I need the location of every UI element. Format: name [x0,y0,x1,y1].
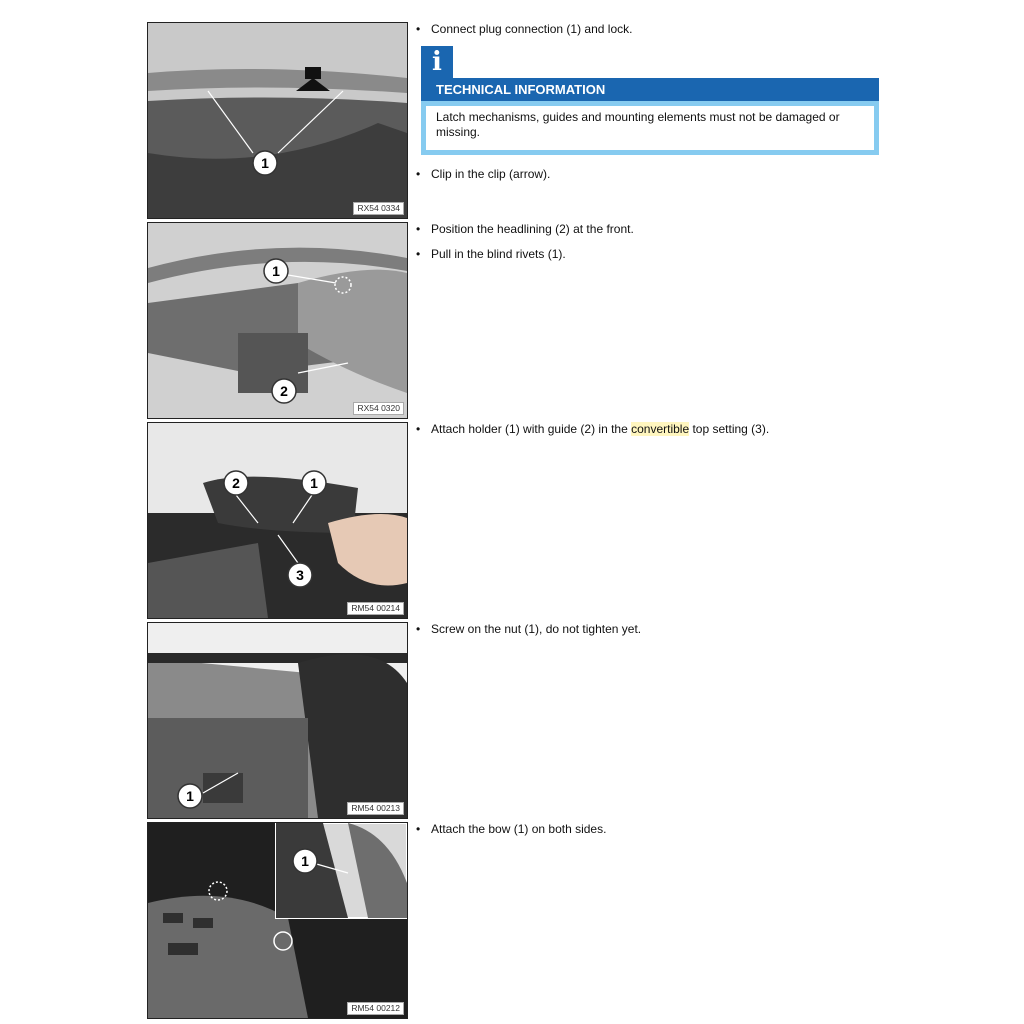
info-icon: i [421,46,453,78]
figure-3 [147,422,408,619]
bullet: • [416,822,421,836]
step-3 [416,221,634,237]
technical-information-box [420,46,879,155]
figure-1-ref: RX54 0334 [353,202,404,215]
figure-1 [147,22,408,219]
bullet: • [416,422,421,436]
figure-3-callout-2: 2 [232,475,240,491]
figure-2 [147,222,408,419]
step-1 [416,21,632,37]
step-6-text: Screw on the nut (1), do not tighten yet. [431,622,642,636]
step-3-text: Position the headlining (2) at the front. [431,222,634,236]
bullet: • [416,22,421,36]
figure-2-callout-1: 1 [272,263,280,279]
step-6 [416,621,641,637]
step-4-text: Pull in the blind rivets (1). [431,247,566,261]
figure-4-photo [148,623,407,818]
figure-4-callout-1: 1 [186,788,194,804]
step-2 [416,166,550,182]
step-1-text: Connect plug connection (1) and lock. [431,22,633,36]
figure-2-ref: RX54 0320 [353,402,404,415]
figure-5 [147,822,408,1019]
figure-3-photo [148,423,407,618]
figure-2-photo [148,223,407,418]
figure-1-photo [148,23,407,218]
technical-information-text: Latch mechanisms, guides and mounting elements must not be damaged or missing. [421,101,879,155]
figure-3-callout-1: 1 [310,475,318,491]
step-4 [416,246,566,262]
figure-3-ref: RM54 00214 [347,602,404,615]
bullet: • [416,222,421,236]
bullet: • [416,167,421,181]
figure-4 [147,622,408,819]
figure-4-ref: RM54 00213 [347,802,404,815]
step-5-text-end: top setting (3). [689,422,770,436]
bullet: • [416,622,421,636]
step-5-highlight: convertible [631,422,690,436]
figure-5-ref: RM54 00212 [347,1002,404,1015]
step-2-text: Clip in the clip (arrow). [431,167,551,181]
step-5-text-start: Attach holder (1) with guide (2) in the [431,422,632,436]
step-5 [416,421,769,437]
figure-3-callout-3: 3 [296,567,304,583]
bullet: • [416,247,421,261]
step-7 [416,821,606,837]
figure-2-callout-2: 2 [280,383,288,399]
figure-1-callout-1: 1 [261,155,269,171]
technical-information-title: TECHNICAL INFORMATION [421,78,879,101]
step-7-text: Attach the bow (1) on both sides. [431,822,607,836]
figure-5-callout-1: 1 [301,853,309,869]
figure-5-photo [148,823,407,1018]
